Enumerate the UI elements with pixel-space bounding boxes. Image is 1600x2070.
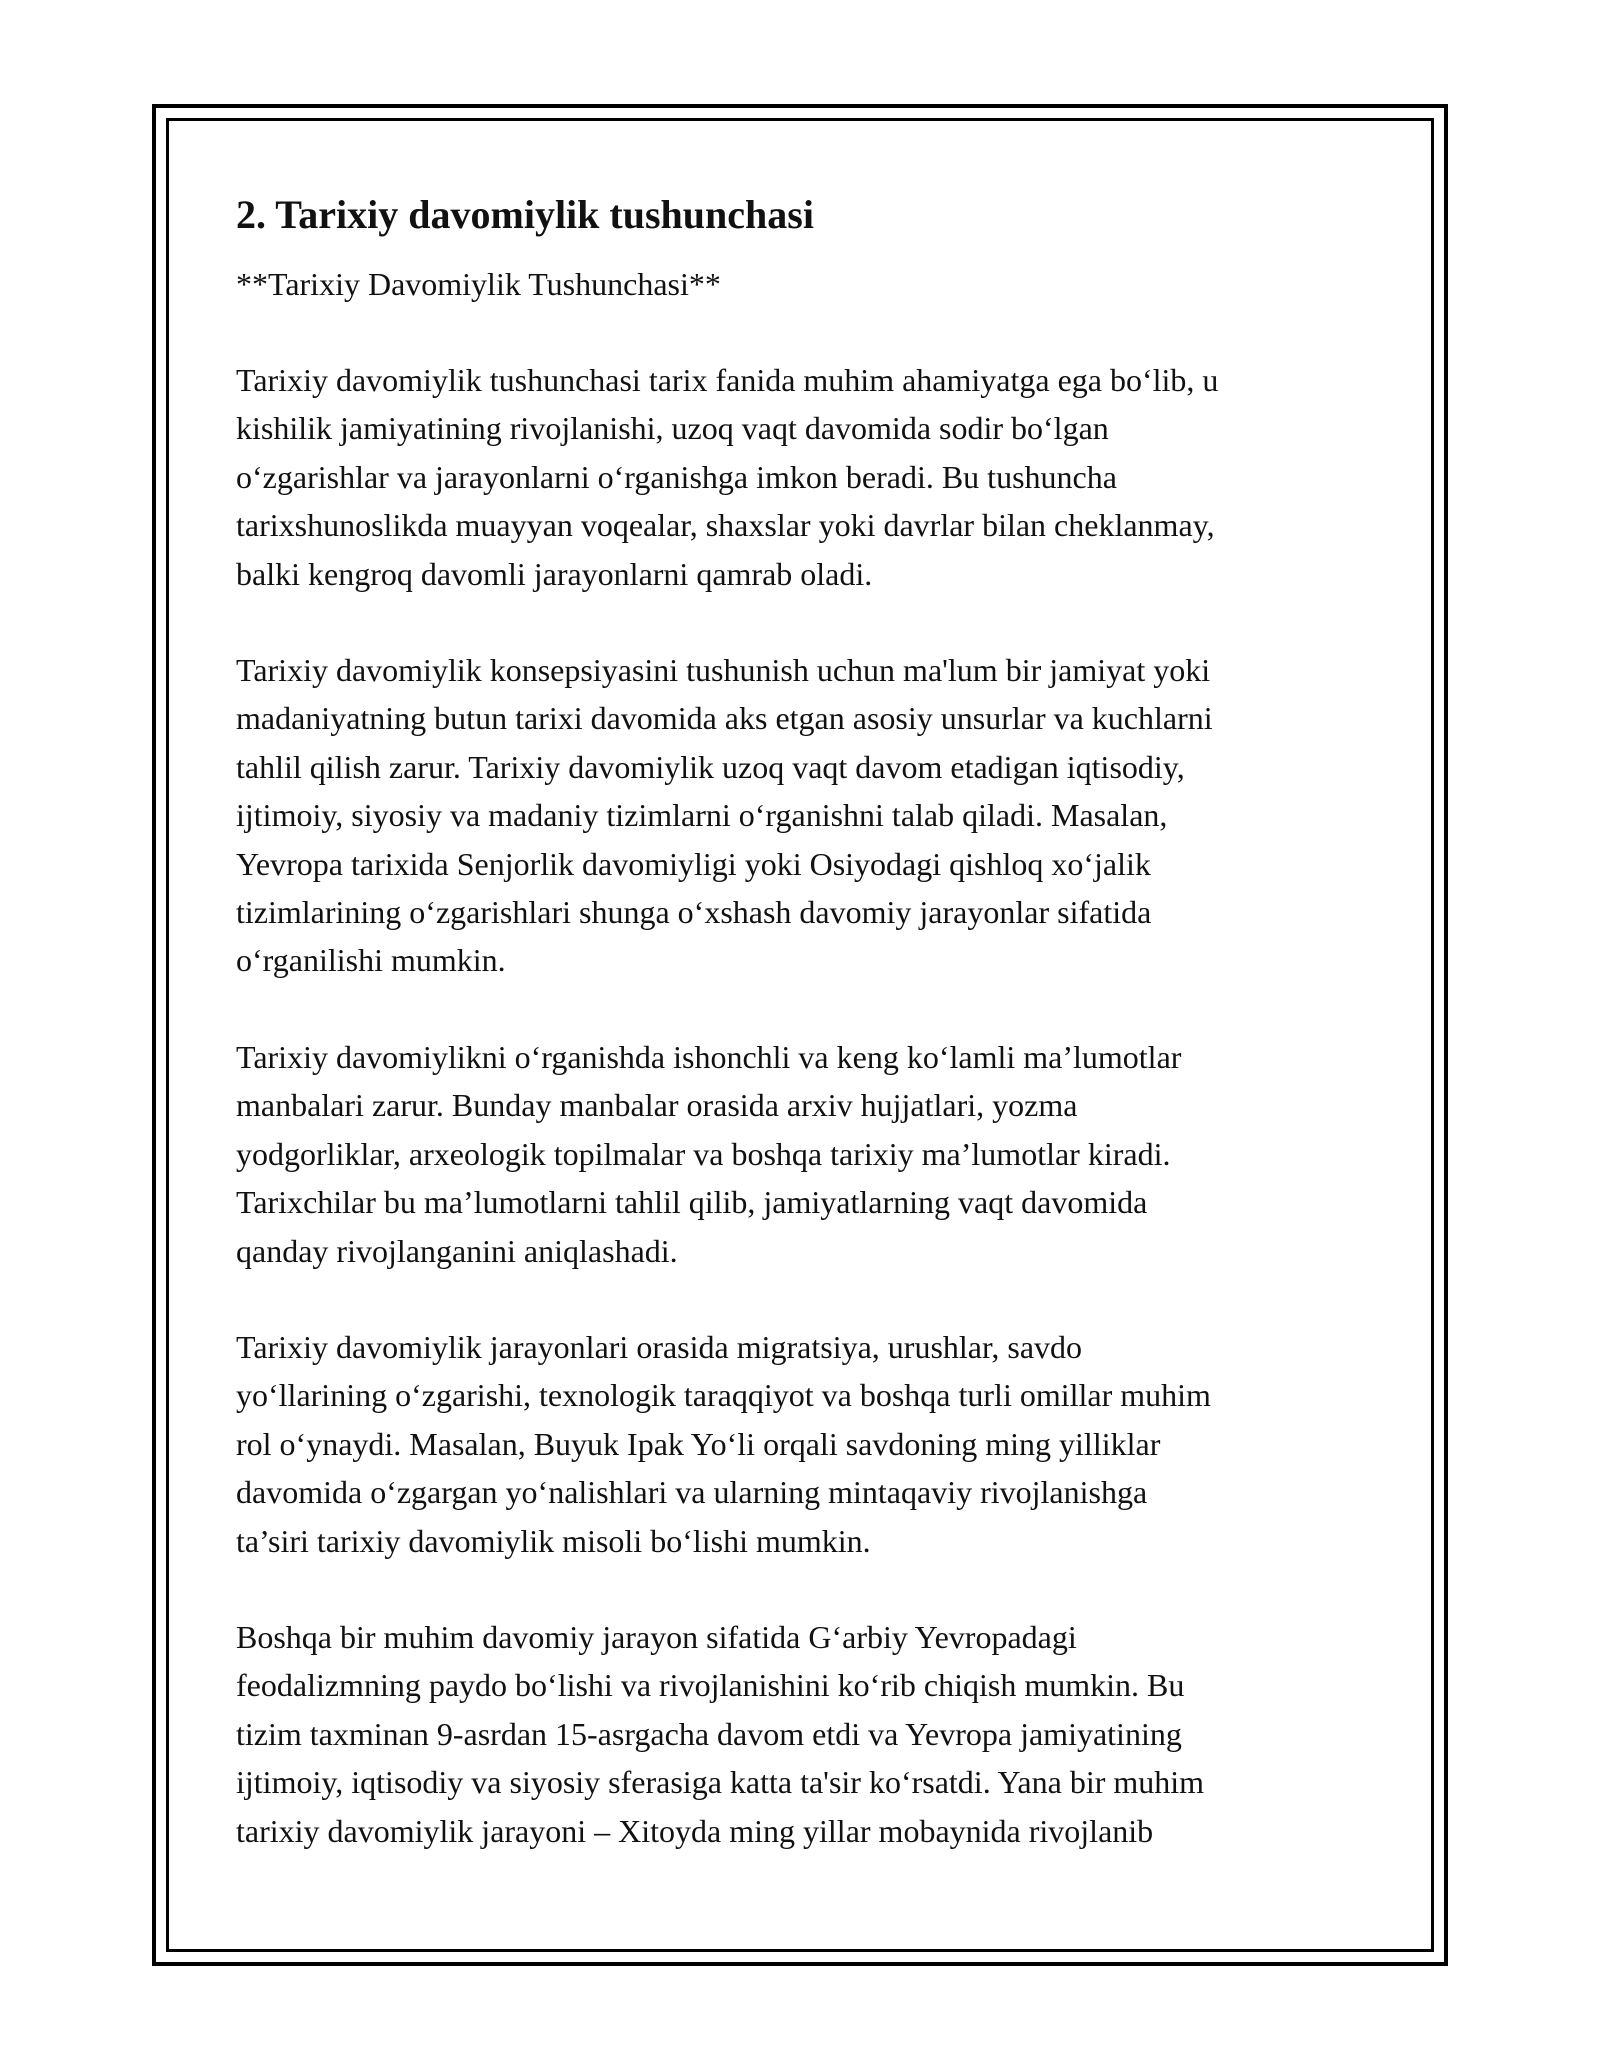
paragraph-5: Boshqa bir muhim davomiy jarayon sifatida G‘arbiy Yevropadagi feodalizmning paydo bo‘lishi va rivojlanishini ko‘rib chiqish mumkin. Bu tizim taxminan 9-asrdan 15-asrgacha davom etdi va Yevropa jamiyatining ijtimoiy, iqtisodiy va siyosiy sferasiga katta ta'sir ko‘rsatdi. Yana bir muhim tarixiy davomiylik jarayoni – Xitoyda ming yillar mobaynida rivojlanib xyxy=(236,1618,1205,1849)
section-heading: 2. Tarixiy davomiylik tushunchasi xyxy=(236,192,814,237)
paragraph-2: Tarixiy davomiylik konsepsiyasini tushunish uchun ma'lum bir jamiyat yoki madaniyatning butun tarixi davomida aks etgan asosiy unsurlar va kuchlarni tahlil qilish zarur. Tarixiy davomiylik uzoq vaqt davom etadigan iqtisodiy, ijtimoiy, siyosiy va madaniy tizimlarni o‘rganishni talab qiladi. Masalan, Yevropa tarixida Senjorlik davomiyligi yoki Osiyodagi qishloq xo‘jalik tizimlarining o‘zgarishlari shunga o‘xshash davomiy jarayonlar sifatida o‘rganilishi mumkin. xyxy=(236,652,1213,979)
section-subtitle: **Tarixiy Davomiylik Tushunchasi** xyxy=(236,266,721,302)
paragraph-3: Tarixiy davomiylikni o‘rganishda ishonchli va keng ko‘lamli ma’lumotlar manbalari zarur. Bunday manbalar orasida arxiv hujjatlari, yozma yodgorliklar, arxeologik topilmalar va boshqa tarixiy ma’lumotlar kiradi. Tarixchilar bu ma’lumotlarni tahlil qilib, jamiyatlarning vaqt davomida qanday rivojlanganini aniqlashadi. xyxy=(236,1038,1182,1269)
paragraph-4: Tarixiy davomiylik jarayonlari orasida migratsiya, urushlar, savdo yo‘llarining o‘zgarishi, texnologik taraqqiyot va boshqa turli omillar muhim rol o‘ynaydi. Masalan, Buyuk Ipak Yo‘li orqali savdoning ming yilliklar davomida o‘zgargan yo‘nalishlari va ularning mintaqaviy rivojlanishga ta’siri tarixiy davomiylik misoli bo‘lishi mumkin. xyxy=(236,1328,1211,1559)
paragraph-1: Tarixiy davomiylik tushunchasi tarix fanida muhim ahamiyatga ega bo‘lib, u kishilik jamiyatining rivojlanishi, uzoq vaqt davomida sodir bo‘lgan o‘zgarishlar va jarayonlarni o‘rganishga imkon beradi. Bu tushuncha tarixshunoslikda muayyan voqealar, shaxslar yoki davrlar bilan cheklanmay, balki kengroq davomli jarayonlarni qamrab oladi. xyxy=(236,362,1219,592)
document-content xyxy=(236,190,1376,1855)
